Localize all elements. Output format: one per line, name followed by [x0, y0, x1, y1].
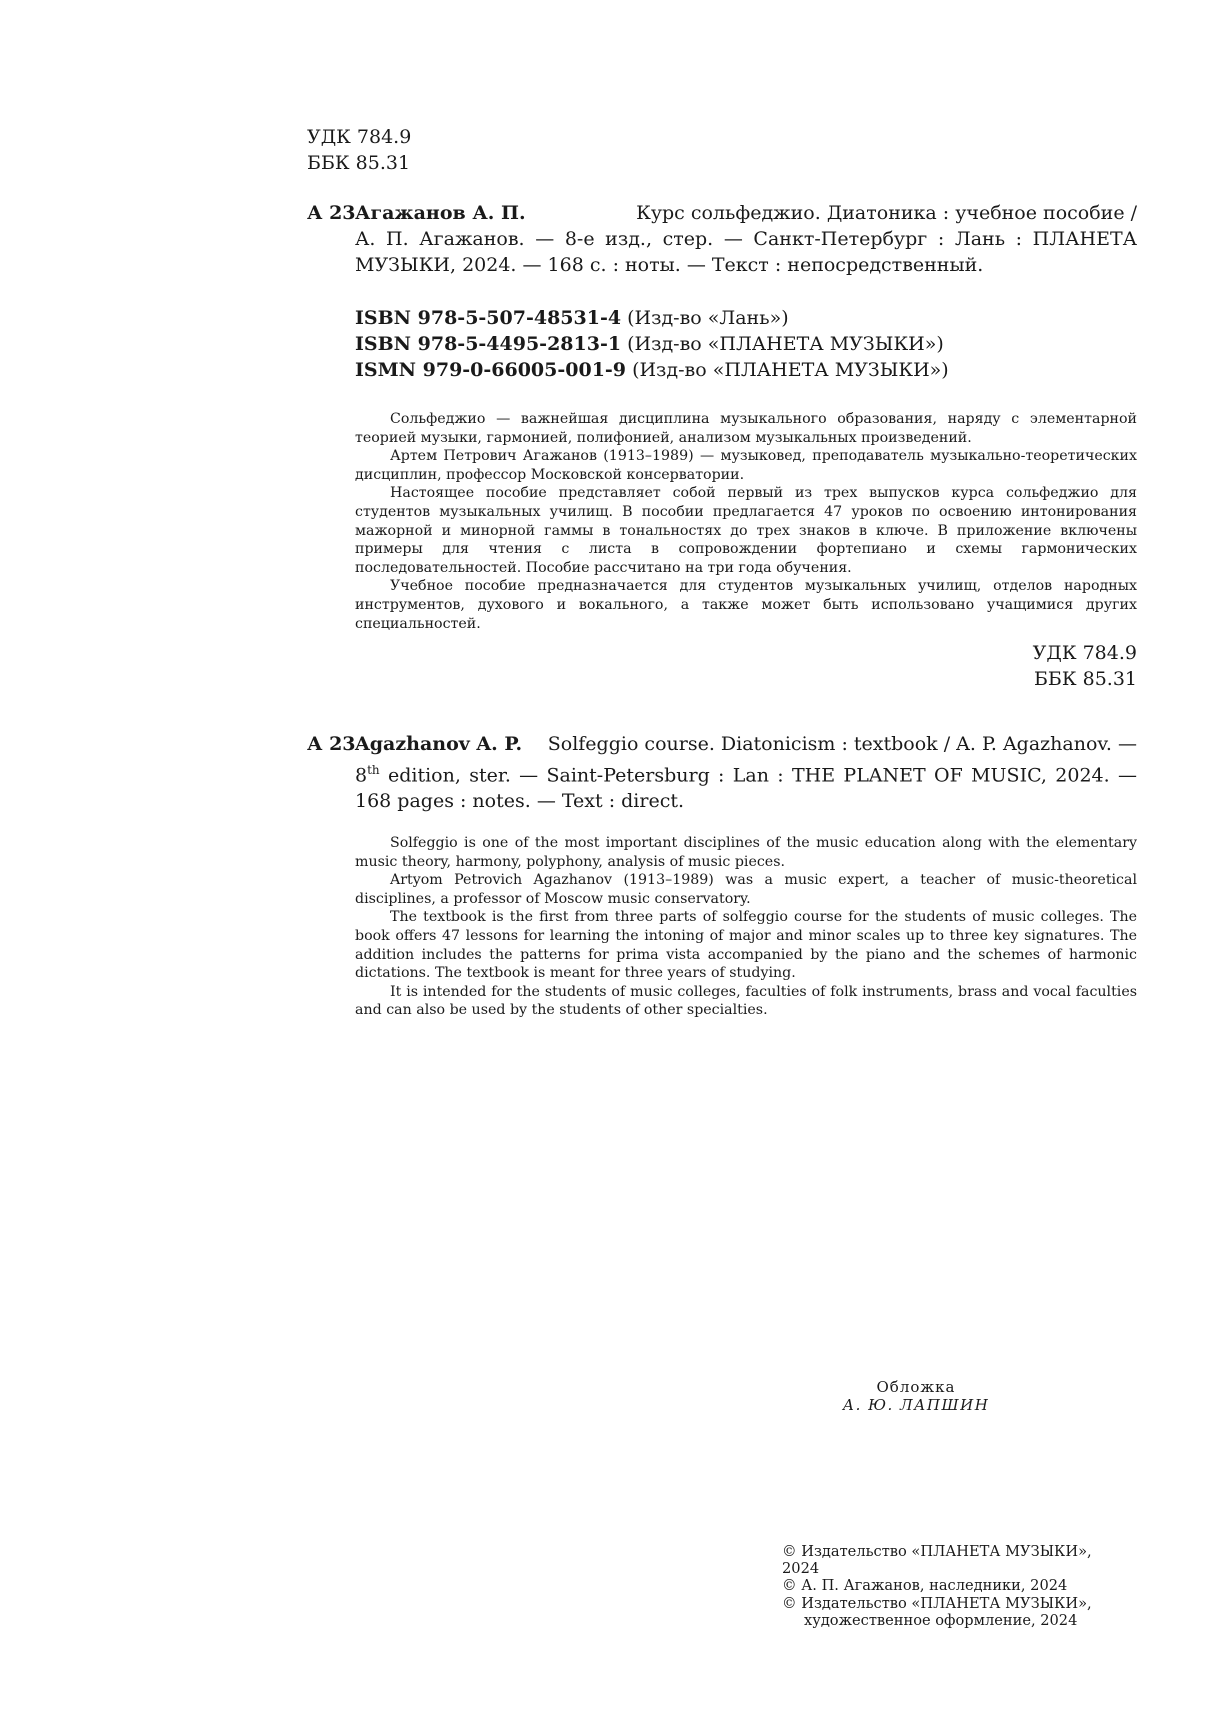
en-entry [355, 731, 1137, 814]
ru-abstract-paragraph: Учебное пособие предназначается для студентов музыкальных училищ, отделов народных инструментов, духового и вокального, а также может быть использовано учащимися других специальностей. [355, 578, 1137, 632]
isbn-list [355, 305, 949, 383]
ru-entry-text-rest: А. П. Агажанов. — 8-е изд., стер. — Санкт-Петербург : Лань : ПЛАНЕТА МУЗЫКИ, 2024. — 168 с. : ноты. — Текст : непосредственный. [355, 228, 1137, 276]
ru-entry-text-line1: Курс сольфеджио. Диатоника : учебное пособие / [636, 202, 1137, 224]
cover-credit-label: Обложка [876, 1378, 956, 1396]
ismn-publisher: (Изд-во «ПЛАНЕТА МУЗЫКИ») [632, 359, 949, 381]
en-abstract-paragraph: The textbook is the first from three parts of solfeggio course for the students of music colleges. The book offers 47 lessons for learning the intoning of major and minor scales up to three key signatures. The addition includes the patterns for prima vista accompanied by the piano and the schemes of harmonic dictations. The textbook is meant for three years of studying. [355, 909, 1137, 982]
cover-credit-name: А. Ю. ЛАПШИН [842, 1396, 990, 1414]
copyright-line: © А. П. Агажанов, наследники, 2024 [782, 1577, 1068, 1595]
en-entry-edition-superscript: th [367, 763, 380, 777]
isbn-number: ISBN 978-5-4495-2813-1 [355, 333, 622, 355]
en-entry-author: Agazhanov A. P. [355, 733, 523, 755]
classification-top [307, 124, 411, 176]
en-entry-text-line1: Solfeggio course. Diatonicism : textbook / A. P. Agazhanov. — [547, 733, 1137, 755]
ru-abstract [355, 410, 1137, 633]
cover-credit [836, 1378, 996, 1414]
copyright-line-continuation: 2024 [782, 1560, 820, 1578]
ru-abstract-paragraph: Настоящее пособие представляет собой первый из трех выпусков курса сольфеджио для студентов музыкальных училищ. В пособии предлагается 47 уроков по освоению интонирования мажорной и минорной гаммы в тональностях до трех знаков в ключе. В приложение включены примеры для чтения с листа в сопровождении фортепиано и схемы гармонических последовательностей. Пособие рассчитано на три года обучения. [355, 485, 1137, 576]
copyright-line-continuation: художественное оформление, 2024 [804, 1611, 1078, 1629]
en-abstract-paragraph: Solfeggio is one of the most important disciplines of the music education along with the elementary music theory, harmony, polyphony, analysis of music pieces. [355, 835, 1137, 870]
ru-entry-code: А 23 [307, 202, 356, 224]
isbn-item [355, 331, 949, 357]
isbn-publisher: (Изд-во «ПЛАНЕТА МУЗЫКИ») [627, 333, 944, 355]
bbk-code: ББК 85.31 [307, 152, 411, 174]
copyright-line: © Издательство «ПЛАНЕТА МУЗЫКИ», [782, 1594, 1092, 1612]
en-entry-edition-number: 8 [355, 764, 368, 787]
isbn-item [355, 305, 949, 331]
ru-entry [355, 200, 1137, 226]
en-entry-text-rest: edition, ster. — Saint-Petersburg : Lan : THE PLANET OF MUSIC, 2024. — 168 pages : notes. — Text : direct. [355, 764, 1137, 813]
udk-code: УДК 784.9 [1032, 642, 1137, 664]
ru-entry-author: Агажанов А. П. [355, 202, 526, 224]
bbk-code: ББК 85.31 [1033, 668, 1137, 690]
isbn-publisher: (Изд-во «Лань») [627, 307, 789, 329]
en-abstract-paragraph: It is intended for the students of music colleges, faculties of folk instruments, brass and vocal faculties and can also be used by the students of other specialties. [355, 983, 1137, 1019]
copyright-block [782, 1543, 1142, 1629]
en-abstract-paragraph: Artyom Petrovich Agazhanov (1913–1989) was a music expert, a teacher of music-theoretical disciplines, a professor of Moscow music conservatory. [355, 872, 1137, 907]
copyright-line: © Издательство «ПЛАНЕТА МУЗЫКИ», [782, 1543, 1092, 1560]
ismn-item [355, 357, 949, 383]
udk-code: УДК 784.9 [307, 126, 412, 148]
classification-right [937, 640, 1137, 692]
ru-abstract-paragraph: Артем Петрович Агажанов (1913–1989) — музыковед, преподаватель музыкально-теоретических дисциплин, профессор Московской консерватории. [355, 448, 1137, 483]
en-entry-code: А 23 [307, 733, 356, 755]
ismn-number: ISMN 979-0-66005-001-9 [355, 359, 627, 381]
ru-abstract-paragraph: Сольфеджио — важнейшая дисциплина музыкального образования, наряду с элементарной теорией музыки, гармонией, полифонией, анализом музыкальных произведений. [355, 411, 1137, 446]
isbn-number: ISBN 978-5-507-48531-4 [355, 307, 622, 329]
en-abstract [355, 834, 1137, 1020]
